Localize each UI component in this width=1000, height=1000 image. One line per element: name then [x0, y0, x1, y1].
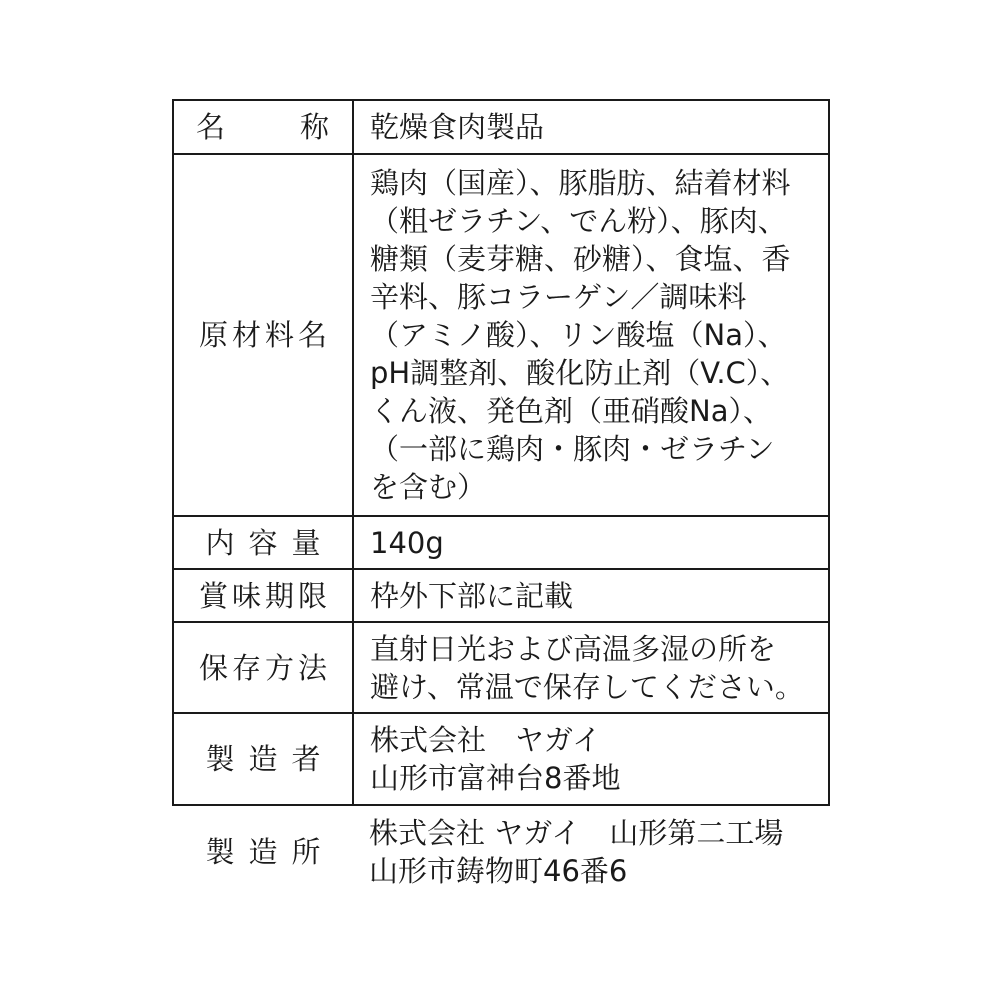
value-manufacturer [353, 713, 829, 805]
row-net-weight [173, 516, 829, 569]
value-line: 鶏肉（国産）、豚脂肪、結着材料 [370, 166, 791, 200]
label-ingredients: 原材料名 [173, 154, 353, 516]
value-line: 株式会社 ヤガイ 山形第二工場 [369, 815, 784, 850]
row-ingredients [173, 154, 829, 516]
value-line: 乾燥食肉製品 [370, 110, 545, 144]
value-product-name [353, 100, 829, 154]
label-product-name-char-1: 名 [196, 110, 227, 144]
value-line: 山形市鋳物町46番6 [369, 853, 628, 888]
value-line: 辛料、豚コラーゲン／調味料 [370, 280, 747, 314]
value-line: 株式会社 ヤガイ [370, 723, 602, 757]
value-line: くん液、発色剤（亜硝酸Na）、 [370, 394, 772, 428]
value-line: を含む） [370, 470, 487, 504]
value-line: pH調整剤、酸化防止剤（V.C）、 [370, 356, 790, 390]
label-factory: 製造所 [205, 834, 335, 869]
value-line: （一部に鶏肉・豚肉・ゼラチン [370, 432, 775, 466]
row-manufacturer [173, 713, 829, 805]
value-line: 避け、常温で保存してください。 [370, 669, 804, 704]
value-storage [353, 622, 829, 713]
label-manufacturer: 製造者 [173, 713, 353, 805]
value-line: 直射日光および高温多湿の所を [370, 631, 777, 666]
value-line: 山形市富神台8番地 [370, 761, 621, 795]
value-line: （粗ゼラチン、でん粉）、豚肉、 [370, 204, 787, 238]
value-line: （アミノ酸）、リン酸塩（Na）、 [370, 318, 787, 352]
row-product-name [173, 100, 829, 154]
label-best-before: 賞味期限 [173, 569, 353, 622]
value-line: 140g [370, 525, 444, 560]
label-product-name-char-2: 称 [299, 110, 330, 144]
value-factory [353, 805, 829, 897]
value-best-before [353, 569, 829, 622]
food-label-table [172, 99, 830, 897]
value-ingredients [353, 154, 829, 516]
label-net-weight: 内容量 [173, 516, 353, 569]
value-line: 糖類（麦芽糖、砂糖）、食塩、香 [370, 242, 791, 276]
value-net-weight [353, 516, 829, 569]
row-best-before [173, 569, 829, 622]
label-storage: 保存方法 [173, 622, 353, 713]
row-factory [173, 805, 829, 897]
value-line: 枠外下部に記載 [370, 578, 574, 613]
row-storage [173, 622, 829, 713]
label-product-name [173, 100, 353, 154]
